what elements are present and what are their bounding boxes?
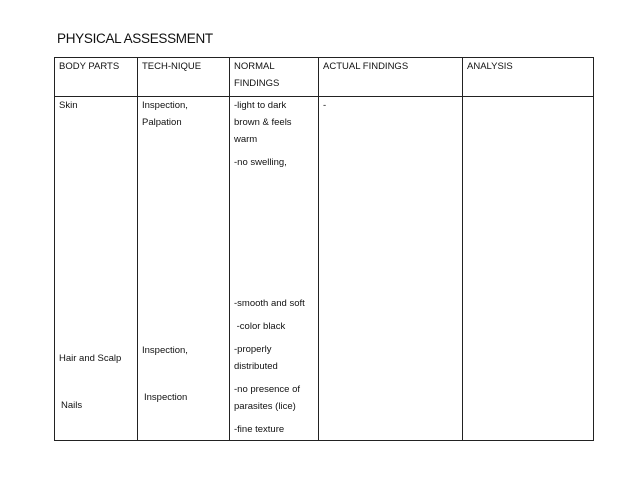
header-actual-label: ACTUAL FINDINGS xyxy=(323,61,409,72)
normal-skin-line2: brown & feels xyxy=(234,117,292,128)
cell-analysis xyxy=(463,97,594,441)
technique-hair: Inspection, xyxy=(142,345,188,356)
header-actual-findings xyxy=(319,58,463,97)
normal-skin-line1: -light to dark xyxy=(234,100,287,111)
cell-technique xyxy=(138,97,230,441)
page-title: PHYSICAL ASSESSMENT xyxy=(57,31,213,46)
normal-hair-line6: parasites (lice) xyxy=(234,401,296,412)
normal-skin-line3: warm xyxy=(234,134,258,145)
header-normal-line2: FINDINGS xyxy=(234,78,280,89)
normal-hair-line2: -color black xyxy=(234,321,286,332)
body-part-nails: Nails xyxy=(61,400,83,411)
header-normal-findings xyxy=(230,58,319,97)
normal-hair-line4: distributed xyxy=(234,361,278,372)
normal-hair-line3: -properly xyxy=(234,344,272,355)
cell-normal-findings xyxy=(230,97,319,441)
table-row xyxy=(55,97,594,441)
technique-skin-line1: Inspection, xyxy=(142,100,188,111)
header-body-parts-label: BODY PARTS xyxy=(59,61,120,72)
technique-nails: Inspection xyxy=(144,392,188,403)
normal-hair-line1: -smooth and soft xyxy=(234,298,305,309)
actual-skin: - xyxy=(323,100,327,111)
header-analysis xyxy=(463,58,594,97)
assessment-table xyxy=(54,57,594,441)
header-body-parts xyxy=(55,58,138,97)
header-analysis-label: ANALYSIS xyxy=(467,61,513,72)
body-part-hair-scalp: Hair and Scalp xyxy=(59,353,122,364)
table-header-row xyxy=(55,58,594,97)
header-technique xyxy=(138,58,230,97)
cell-actual-findings xyxy=(319,97,463,441)
technique-skin-line2: Palpation xyxy=(142,117,182,128)
normal-hair-line7: -fine texture xyxy=(234,424,285,435)
body-part-skin: Skin xyxy=(59,100,78,111)
header-normal-line1: NORMAL xyxy=(234,61,275,72)
normal-hair-line5: -no presence of xyxy=(234,384,301,395)
header-technique-label: TECH-NIQUE xyxy=(142,61,202,72)
cell-body-parts xyxy=(55,97,138,441)
normal-skin-line4: -no swelling, xyxy=(234,157,287,168)
